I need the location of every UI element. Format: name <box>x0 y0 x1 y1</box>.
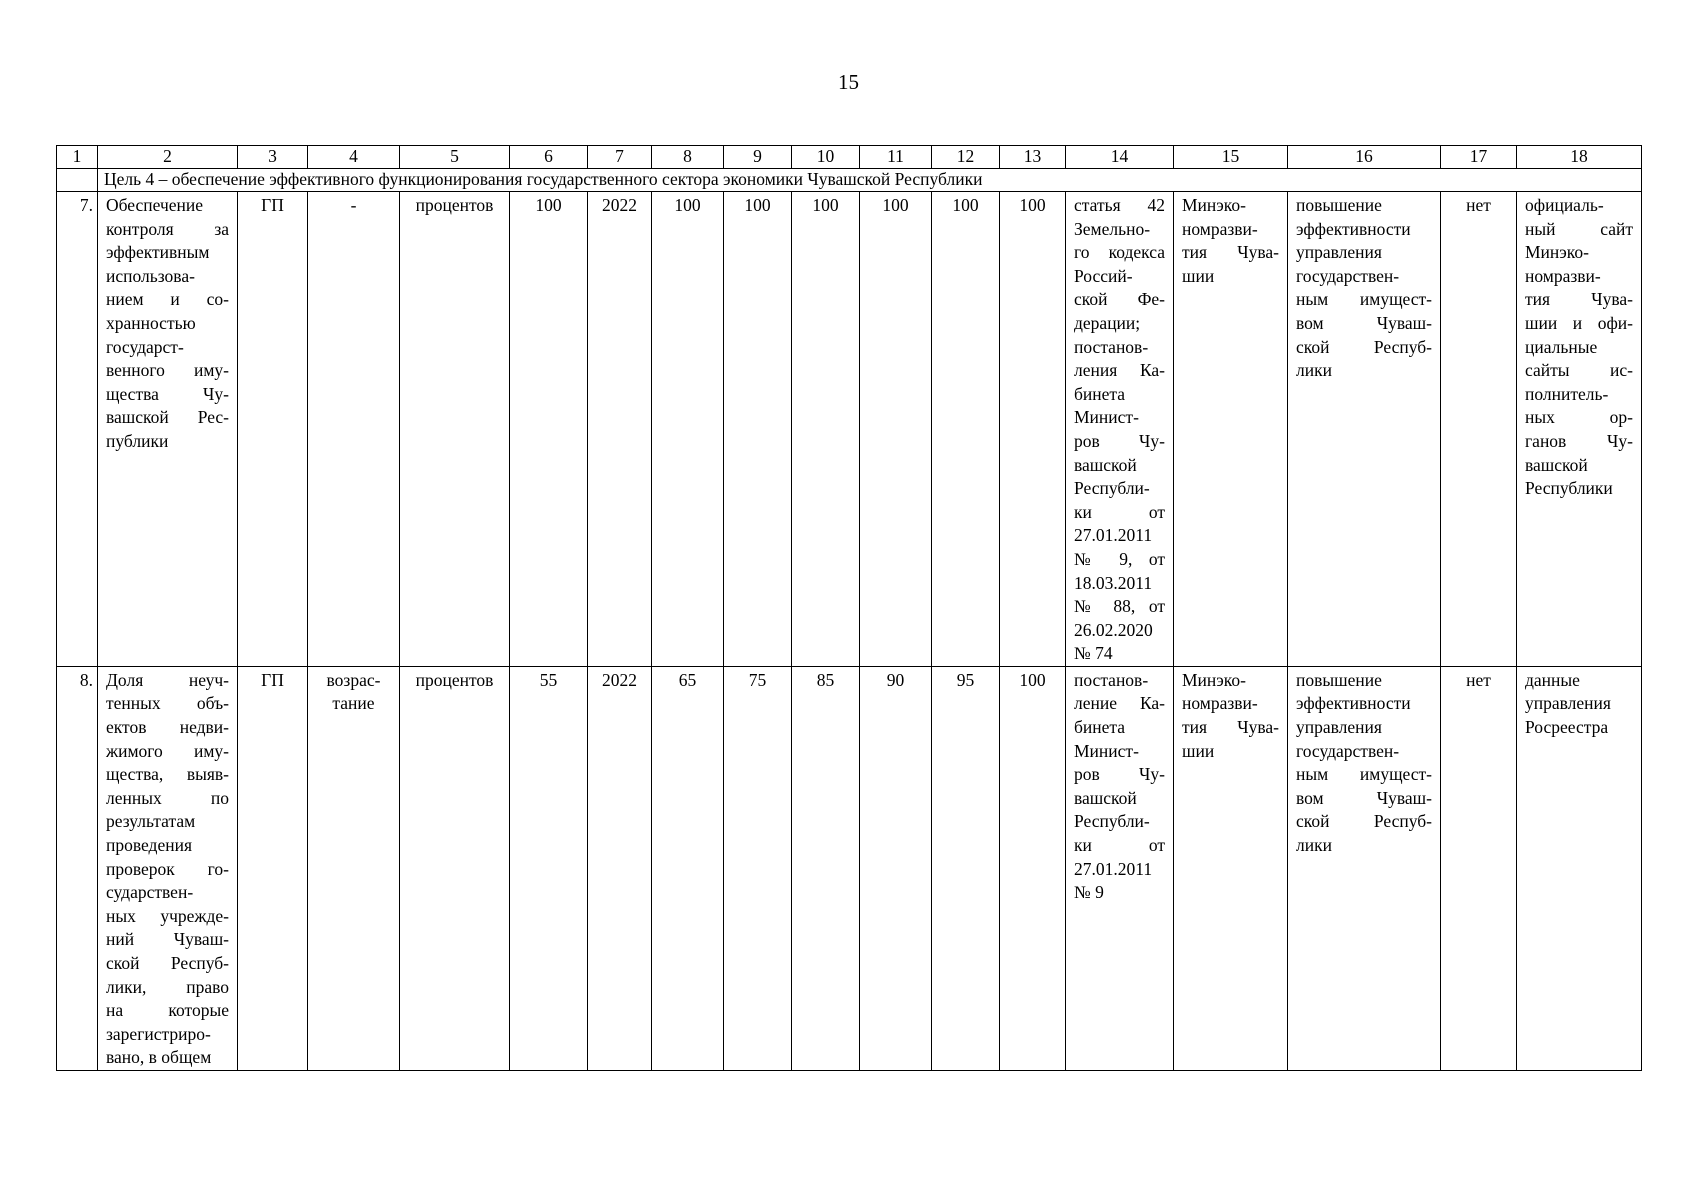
cell-line: управления <box>1296 242 1382 263</box>
cell-line: ным имущест- <box>1296 289 1432 310</box>
column-number-row <box>57 146 1642 169</box>
cell-line: возрас- <box>326 669 381 690</box>
cell-line: статья 42 <box>1074 195 1165 215</box>
cell-line: Росреестра <box>1525 717 1609 738</box>
value-col-9: 75 <box>724 666 792 1070</box>
data-source <box>1517 666 1642 1070</box>
cell-line: постанов- <box>1074 669 1149 690</box>
expected-result <box>1288 666 1441 1070</box>
cell-line: ний Чуваш- <box>106 929 229 950</box>
cell-line: шии <box>1182 740 1215 761</box>
cell-line: проведения <box>106 835 193 856</box>
column-number: 13 <box>1000 146 1066 169</box>
cell-line: государствен- <box>1296 740 1400 761</box>
cell-line: ской Респуб- <box>1296 811 1432 832</box>
indicator-name <box>98 192 238 667</box>
cell-line: жимого иму- <box>106 740 229 761</box>
cell-line: 27.01.2011 <box>1074 858 1153 879</box>
expected-result <box>1288 192 1441 667</box>
cell-line: тенных объ- <box>106 693 229 714</box>
cell-line: ления Ка- <box>1074 360 1165 381</box>
cell-line: сударствен- <box>106 882 194 903</box>
flag-value: нет <box>1441 666 1517 1070</box>
cell-line: ров Чу- <box>1074 764 1165 785</box>
cell-line: Республи- <box>1074 811 1150 832</box>
cell-line: ской Респуб- <box>106 953 229 973</box>
indicator-name <box>98 666 238 1070</box>
column-number: 5 <box>400 146 510 169</box>
cell-line: венного иму- <box>106 360 229 381</box>
value-col-11: 90 <box>860 666 932 1070</box>
cell-line: результатам <box>106 811 196 832</box>
cell-line: вашской <box>1525 454 1588 475</box>
cell-line: ленных по <box>106 787 229 808</box>
cell-line: Минэко- <box>1182 195 1246 215</box>
cell-line: тия Чува- <box>1525 289 1633 310</box>
cell-line: на которые <box>106 1000 229 1021</box>
cell-line: бинета <box>1074 717 1126 738</box>
trend <box>308 666 400 1070</box>
cell-line: шии <box>1182 265 1215 286</box>
legal-basis <box>1066 666 1174 1070</box>
value-col-10: 100 <box>792 192 860 667</box>
cell-line: ганов Чу- <box>1525 430 1633 451</box>
cell-line: сайты ис- <box>1525 360 1633 381</box>
cell-line: Доля неуч- <box>106 669 229 690</box>
value-col-8: 65 <box>652 666 724 1070</box>
column-number: 7 <box>588 146 652 169</box>
base-value: 100 <box>510 192 588 667</box>
cell-line: вашской <box>1074 454 1137 475</box>
cell-line: постанов- <box>1074 336 1149 357</box>
column-number: 12 <box>932 146 1000 169</box>
unit: процентов <box>400 192 510 667</box>
cell-line: Земельно- <box>1074 218 1151 239</box>
value-col-13: 100 <box>1000 666 1066 1070</box>
cell-line: повышение <box>1296 195 1382 215</box>
column-number: 1 <box>57 146 98 169</box>
program-type: ГП <box>238 192 308 667</box>
cell-line: хранностью <box>106 312 196 333</box>
column-number: 2 <box>98 146 238 169</box>
cell-line: полнитель- <box>1525 383 1609 404</box>
cell-line: ров Чу- <box>1074 430 1165 451</box>
cell-line: номразви- <box>1182 693 1258 714</box>
cell-line: контроля за <box>106 218 229 239</box>
column-number: 17 <box>1441 146 1517 169</box>
cell-line: проверок го- <box>106 858 229 879</box>
cell-line: управления <box>1525 693 1611 714</box>
program-type: ГП <box>238 666 308 1070</box>
cell-line: Республи- <box>1074 478 1150 499</box>
cell-line: 18.03.2011 <box>1074 572 1153 593</box>
responsible-body <box>1174 666 1288 1070</box>
cell-line: использова- <box>106 265 195 286</box>
cell-line: ской Фе- <box>1074 289 1165 310</box>
value-col-9: 100 <box>724 192 792 667</box>
cell-line: циальные <box>1525 336 1598 357</box>
column-number: 4 <box>308 146 400 169</box>
cell-line: ектов недви- <box>106 717 229 738</box>
cell-line: эффективным <box>106 242 210 263</box>
cell-line: Россий- <box>1074 265 1133 286</box>
base-year: 2022 <box>588 666 652 1070</box>
base-value: 55 <box>510 666 588 1070</box>
indicators-table <box>56 145 1642 1071</box>
value-col-13: 100 <box>1000 192 1066 667</box>
cell-line: управления <box>1296 717 1382 738</box>
cell-line: № 9, от <box>1074 548 1165 569</box>
responsible-body <box>1174 192 1288 667</box>
value-col-10: 85 <box>792 666 860 1070</box>
flag-value: нет <box>1441 192 1517 667</box>
column-number: 8 <box>652 146 724 169</box>
cell-line: ление Ка- <box>1074 693 1165 714</box>
base-year: 2022 <box>588 192 652 667</box>
cell-line: Минист- <box>1074 407 1139 428</box>
legal-basis <box>1066 192 1174 667</box>
page-number: 15 <box>838 70 859 94</box>
column-number: 18 <box>1517 146 1642 169</box>
cell-line: повышение <box>1296 669 1382 690</box>
cell-line: го кодекса <box>1074 242 1165 263</box>
cell-line: Обеспечение <box>106 195 204 215</box>
column-number: 9 <box>724 146 792 169</box>
value-col-8: 100 <box>652 192 724 667</box>
cell-line: Минэко- <box>1525 242 1589 263</box>
cell-line: шии и офи- <box>1525 312 1633 333</box>
column-number: 10 <box>792 146 860 169</box>
cell-line: Минэко- <box>1182 669 1246 690</box>
cell-line: щества Чу- <box>106 383 229 404</box>
unit: процентов <box>400 666 510 1070</box>
cell-line: ным имущест- <box>1296 764 1432 785</box>
cell-line: официаль- <box>1525 195 1604 215</box>
cell-line: вом Чуваш- <box>1296 312 1432 333</box>
column-number: 14 <box>1066 146 1174 169</box>
cell-line: бинета <box>1074 383 1126 404</box>
cell-line: номразви- <box>1525 265 1601 286</box>
cell-line: № 88, от <box>1074 596 1165 617</box>
cell-line: лики, право <box>106 976 229 997</box>
cell-line: ки от <box>1074 835 1165 856</box>
value-col-12: 95 <box>932 666 1000 1070</box>
column-number: 3 <box>238 146 308 169</box>
cell-line: вом Чуваш- <box>1296 787 1432 808</box>
cell-line: лики <box>1296 360 1332 381</box>
cell-line: дерации; <box>1074 312 1141 333</box>
cell-line: вашской <box>1074 787 1137 808</box>
data-source <box>1517 192 1642 667</box>
table-row <box>57 192 1642 667</box>
cell-line: 26.02.2020 <box>1074 619 1153 640</box>
cell-line: тия Чува- <box>1182 717 1279 738</box>
cell-line: тия Чува- <box>1182 242 1279 263</box>
cell-line: ской Респуб- <box>1296 336 1432 357</box>
cell-line: вашской Рес- <box>106 407 229 428</box>
column-number: 11 <box>860 146 932 169</box>
cell-line: вано, в общем <box>106 1047 212 1068</box>
cell-line: ный сайт <box>1525 218 1633 239</box>
cell-line: данные <box>1525 669 1580 690</box>
cell-line: Республики <box>1525 478 1613 499</box>
cell-line: публики <box>106 430 169 451</box>
cell-line: ных учрежде- <box>106 905 229 926</box>
goal-row <box>57 169 1642 192</box>
cell-line: Минист- <box>1074 740 1139 761</box>
cell-line: № 9 <box>1074 882 1104 903</box>
cell-line: ки от <box>1074 501 1165 522</box>
value-col-11: 100 <box>860 192 932 667</box>
cell-line: эффективности <box>1296 218 1411 239</box>
cell-line: 27.01.2011 <box>1074 525 1153 546</box>
goal-heading: Цель 4 – обеспечение эффективного функционирования государственного сектора экономики Чувашской Республики <box>98 169 1642 192</box>
column-number: 15 <box>1174 146 1288 169</box>
cell-line: щества, выяв- <box>106 764 229 785</box>
column-number: 6 <box>510 146 588 169</box>
row-number: 7. <box>57 192 98 667</box>
cell-line: зарегистриро- <box>106 1023 211 1044</box>
cell-line: эффективности <box>1296 693 1411 714</box>
row-number: 8. <box>57 666 98 1070</box>
trend: - <box>308 192 400 667</box>
cell-line: лики <box>1296 835 1332 856</box>
column-number: 16 <box>1288 146 1441 169</box>
cell-line: № 74 <box>1074 643 1113 664</box>
cell-line: ных ор- <box>1525 407 1633 428</box>
cell-line: нием и со- <box>106 289 229 310</box>
table-row <box>57 666 1642 1070</box>
cell-line: номразви- <box>1182 218 1258 239</box>
goal-spacer-cell <box>57 169 98 192</box>
cell-line: тание <box>332 693 375 714</box>
value-col-12: 100 <box>932 192 1000 667</box>
cell-line: государст- <box>106 336 184 357</box>
cell-line: государствен- <box>1296 265 1400 286</box>
